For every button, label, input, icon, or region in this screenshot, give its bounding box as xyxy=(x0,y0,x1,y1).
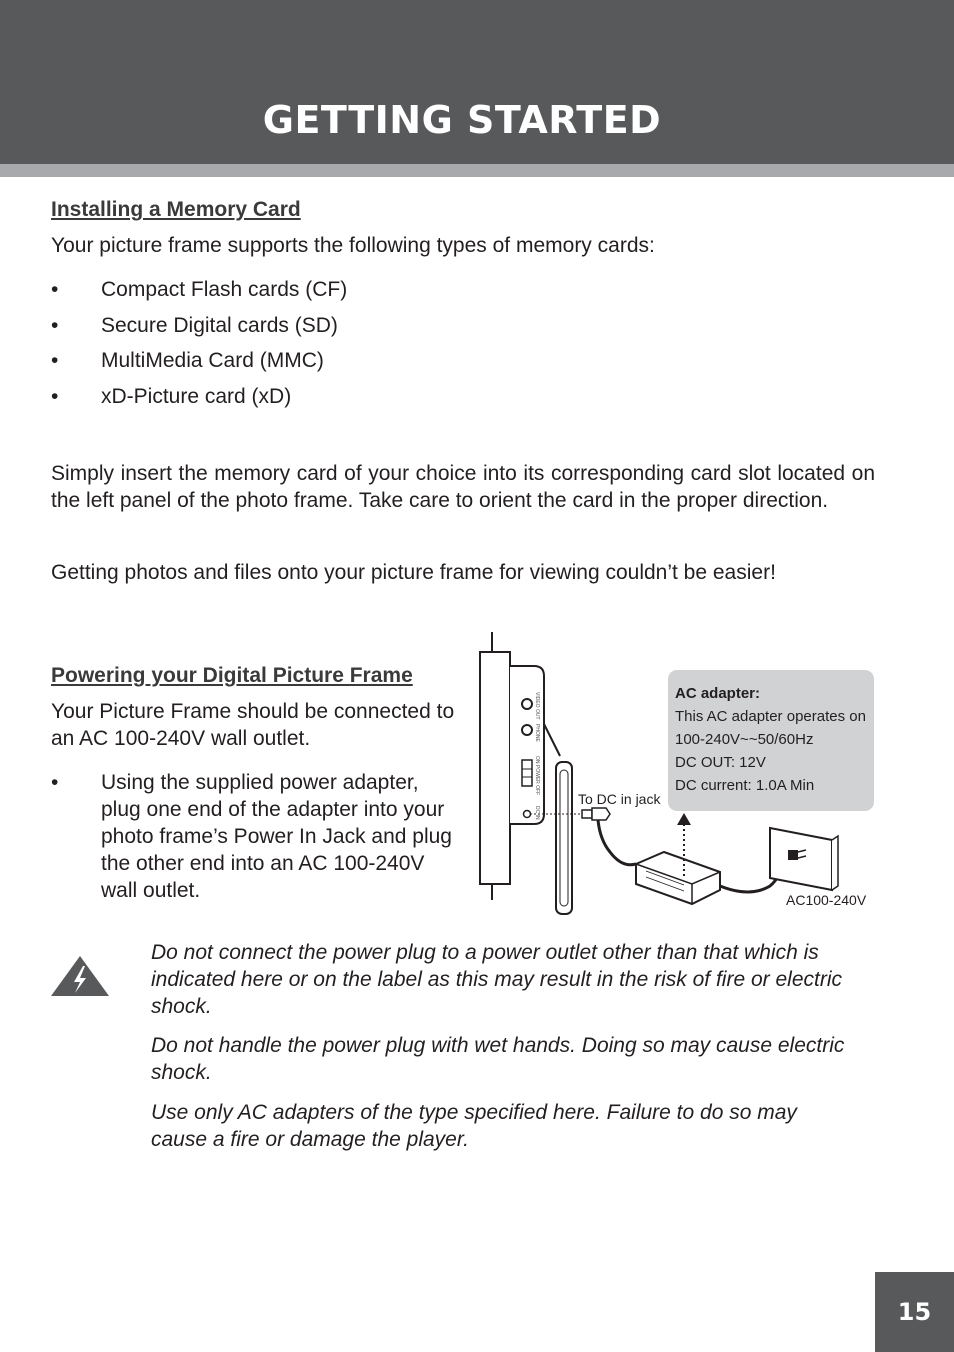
electric-shock-warning-icon xyxy=(50,955,110,997)
warning-text: Do not connect the power plug to a power outlet other than that which is indicated here or on the label as this may result in the risk of fire or electric shock. xyxy=(151,941,842,1018)
dc-jack-label: To DC in jack xyxy=(578,791,661,807)
ac-adapter-brick xyxy=(636,852,790,904)
power-instruction: • Using the supplied power adapter, plug one end of the adapter into your photo frame’s Power In Jack and plug the other end into an AC 100-240V wall outlet. xyxy=(51,771,452,902)
svg-text:PHONE: PHONE xyxy=(534,724,540,742)
callout-line: DC OUT: 12V xyxy=(675,754,766,771)
outlet-label: AC100-240V xyxy=(786,892,867,908)
svg-text:VIDEO OUT: VIDEO OUT xyxy=(534,692,540,720)
warning-text: Use only AC adapters of the type specified here. Failure to do so may cause a fire or damage the player. xyxy=(151,1101,797,1151)
memory-card-instructions: Simply insert the memory card of your choice into its corresponding card slot located on the left panel of the photo frame. Take care to orient the card in the proper direction. xyxy=(51,462,875,512)
page-number: 15 xyxy=(897,1298,932,1326)
power-heading: Powering your Digital Picture Frame xyxy=(51,664,413,687)
svg-text:ON POWER OFF: ON POWER OFF xyxy=(534,756,540,796)
callout-line: 100-240V~~50/60Hz xyxy=(675,731,814,748)
list-item: • Secure Digital cards (SD) xyxy=(51,313,338,337)
list-item: • xD-Picture card (xD) xyxy=(51,384,292,408)
memory-card-heading: Installing a Memory Card xyxy=(51,198,301,221)
warning-text: Do not handle the power plug with wet hands. Doing so may cause electric shock. xyxy=(151,1034,845,1084)
wall-outlet xyxy=(770,828,838,890)
memory-card-intro: Your picture frame supports the following types of memory cards: xyxy=(51,234,655,257)
memory-card-closing: Getting photos and files onto your picture frame for viewing couldn’t be easier! xyxy=(51,561,776,584)
memory-card-list xyxy=(51,278,347,420)
callout-title: AC adapter: xyxy=(675,685,761,702)
dc-plug xyxy=(530,808,636,865)
list-item: • Compact Flash cards (CF) xyxy=(51,278,348,301)
header-strip xyxy=(0,164,954,177)
picture-frame-side-view xyxy=(480,632,572,914)
svg-text:DC IN: DC IN xyxy=(534,806,540,820)
callout-line: This AC adapter operates on xyxy=(675,708,866,725)
callout-line: DC current: 1.0A Min xyxy=(675,777,815,794)
page-title: GETTING STARTED xyxy=(262,98,662,142)
power-adapter-diagram xyxy=(470,628,880,920)
power-intro: Your Picture Frame should be connected to an AC 100-240V wall outlet. xyxy=(51,700,455,750)
list-item: • MultiMedia Card (MMC) xyxy=(51,349,324,372)
